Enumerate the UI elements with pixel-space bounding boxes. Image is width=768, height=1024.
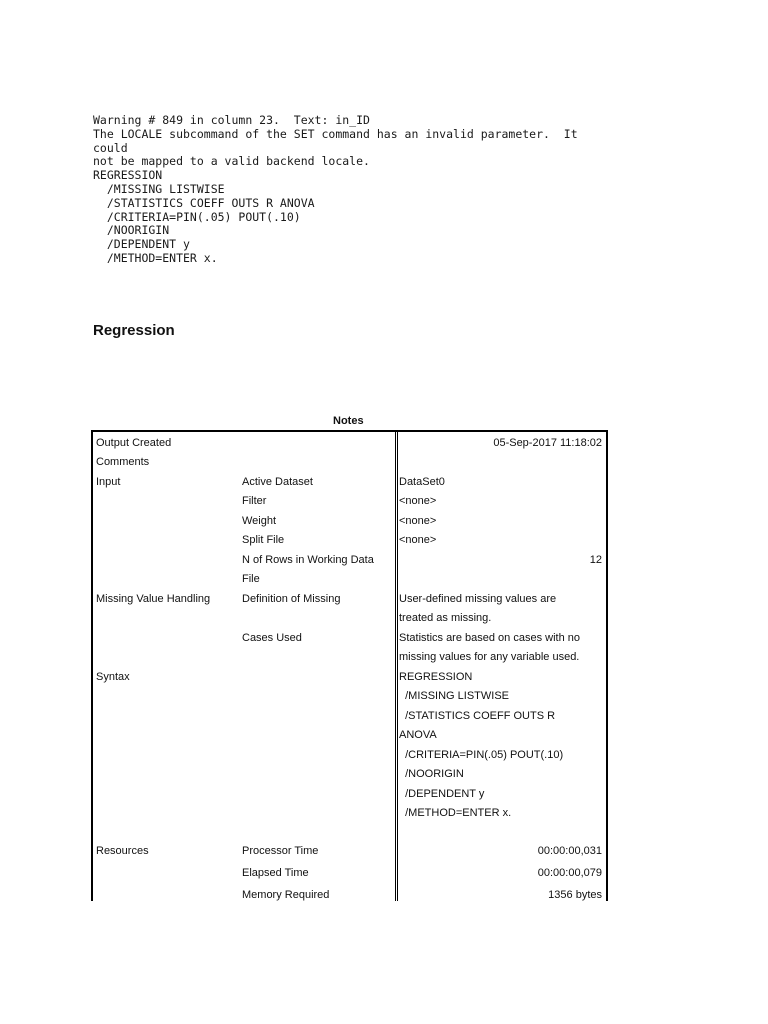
row-label: Active Dataset [242,476,313,488]
row-label: Processor Time [242,845,319,857]
log-line: Warning # 849 in column 23. Text: in_ID [93,113,370,127]
table-row [93,804,606,823]
row-value: User-defined missing values are [399,593,557,605]
row-value: <none> [399,515,437,527]
table-row [93,746,606,765]
table-row [93,886,606,905]
row-value: /DEPENDENT y [399,788,485,800]
log-line: The LOCALE subcommand of the SET command has an invalid parameter. It [93,126,578,141]
table-row [93,492,606,511]
log-line: could [93,140,128,155]
log-line: /DEPENDENT y [93,237,190,252]
table-row [93,648,606,667]
table-row [93,473,606,492]
section-heading: Regression [93,322,175,339]
table-row [93,668,606,687]
row-label: Cases Used [242,632,302,644]
log-line: /CRITERIA=PIN(.05) POUT(.10) [93,209,301,224]
row-label: Weight [242,515,277,527]
row-value: /CRITERIA=PIN(.05) POUT(.10) [399,749,564,761]
row-category: Syntax [96,671,130,683]
row-category: Resources [96,845,149,857]
row-category: Input [96,476,121,488]
table-row [93,512,606,531]
table-row [93,765,606,784]
table-row [93,785,606,804]
row-category: Output Created [96,437,172,449]
row-value: 00:00:00,079 [537,867,602,879]
table-row [93,434,606,453]
row-value: REGRESSION [399,671,473,683]
row-label: Definition of Missing [242,593,341,605]
table-row [93,707,606,726]
notes-table [91,430,608,901]
row-label: File [242,573,260,585]
row-value: /MISSING LISTWISE [399,690,510,702]
row-value: missing values for any variable used. [399,651,580,663]
log-line: /METHOD=ENTER x. [93,250,218,265]
row-label: Filter [242,495,267,507]
row-label: Split File [242,534,285,546]
log-line: /MISSING LISTWISE [93,181,225,196]
table-row [93,726,606,745]
table-row [93,531,606,550]
table-row [93,570,606,589]
row-label: Elapsed Time [242,867,309,879]
row-value: /METHOD=ENTER x. [399,807,512,819]
row-value: 1356 bytes [548,889,602,901]
row-value: 12 [589,554,602,566]
table-row [93,687,606,706]
notes-table-title: Notes [333,415,364,427]
row-value: <none> [399,534,437,546]
row-value: 00:00:00,031 [537,845,602,857]
row-category: Comments [96,456,150,468]
table-row [93,629,606,648]
row-value: /STATISTICS COEFF OUTS R [399,710,556,722]
log-line: /STATISTICS COEFF OUTS R ANOVA [93,195,315,210]
table-row [93,453,606,472]
row-value: Statistics are based on cases with no [399,632,580,644]
log-line: REGRESSION [93,168,163,183]
table-row [93,590,606,609]
row-value: ANOVA [399,729,437,741]
row-label: N of Rows in Working Data [242,554,374,566]
row-value: DataSet0 [399,476,445,488]
row-label: Memory Required [242,889,330,901]
row-value: <none> [399,495,437,507]
row-value: /NOORIGIN [399,768,464,780]
syntax-log [93,114,578,266]
table-row [93,609,606,628]
table-row [93,842,606,861]
log-line: not be mapped to a valid backend locale. [93,154,370,169]
row-value: 05-Sep-2017 11:18:02 [493,437,602,449]
log-line: /NOORIGIN [93,223,170,238]
row-category: Missing Value Handling [96,593,211,605]
row-value: treated as missing. [399,612,492,624]
table-row [93,864,606,883]
table-row [93,551,606,570]
